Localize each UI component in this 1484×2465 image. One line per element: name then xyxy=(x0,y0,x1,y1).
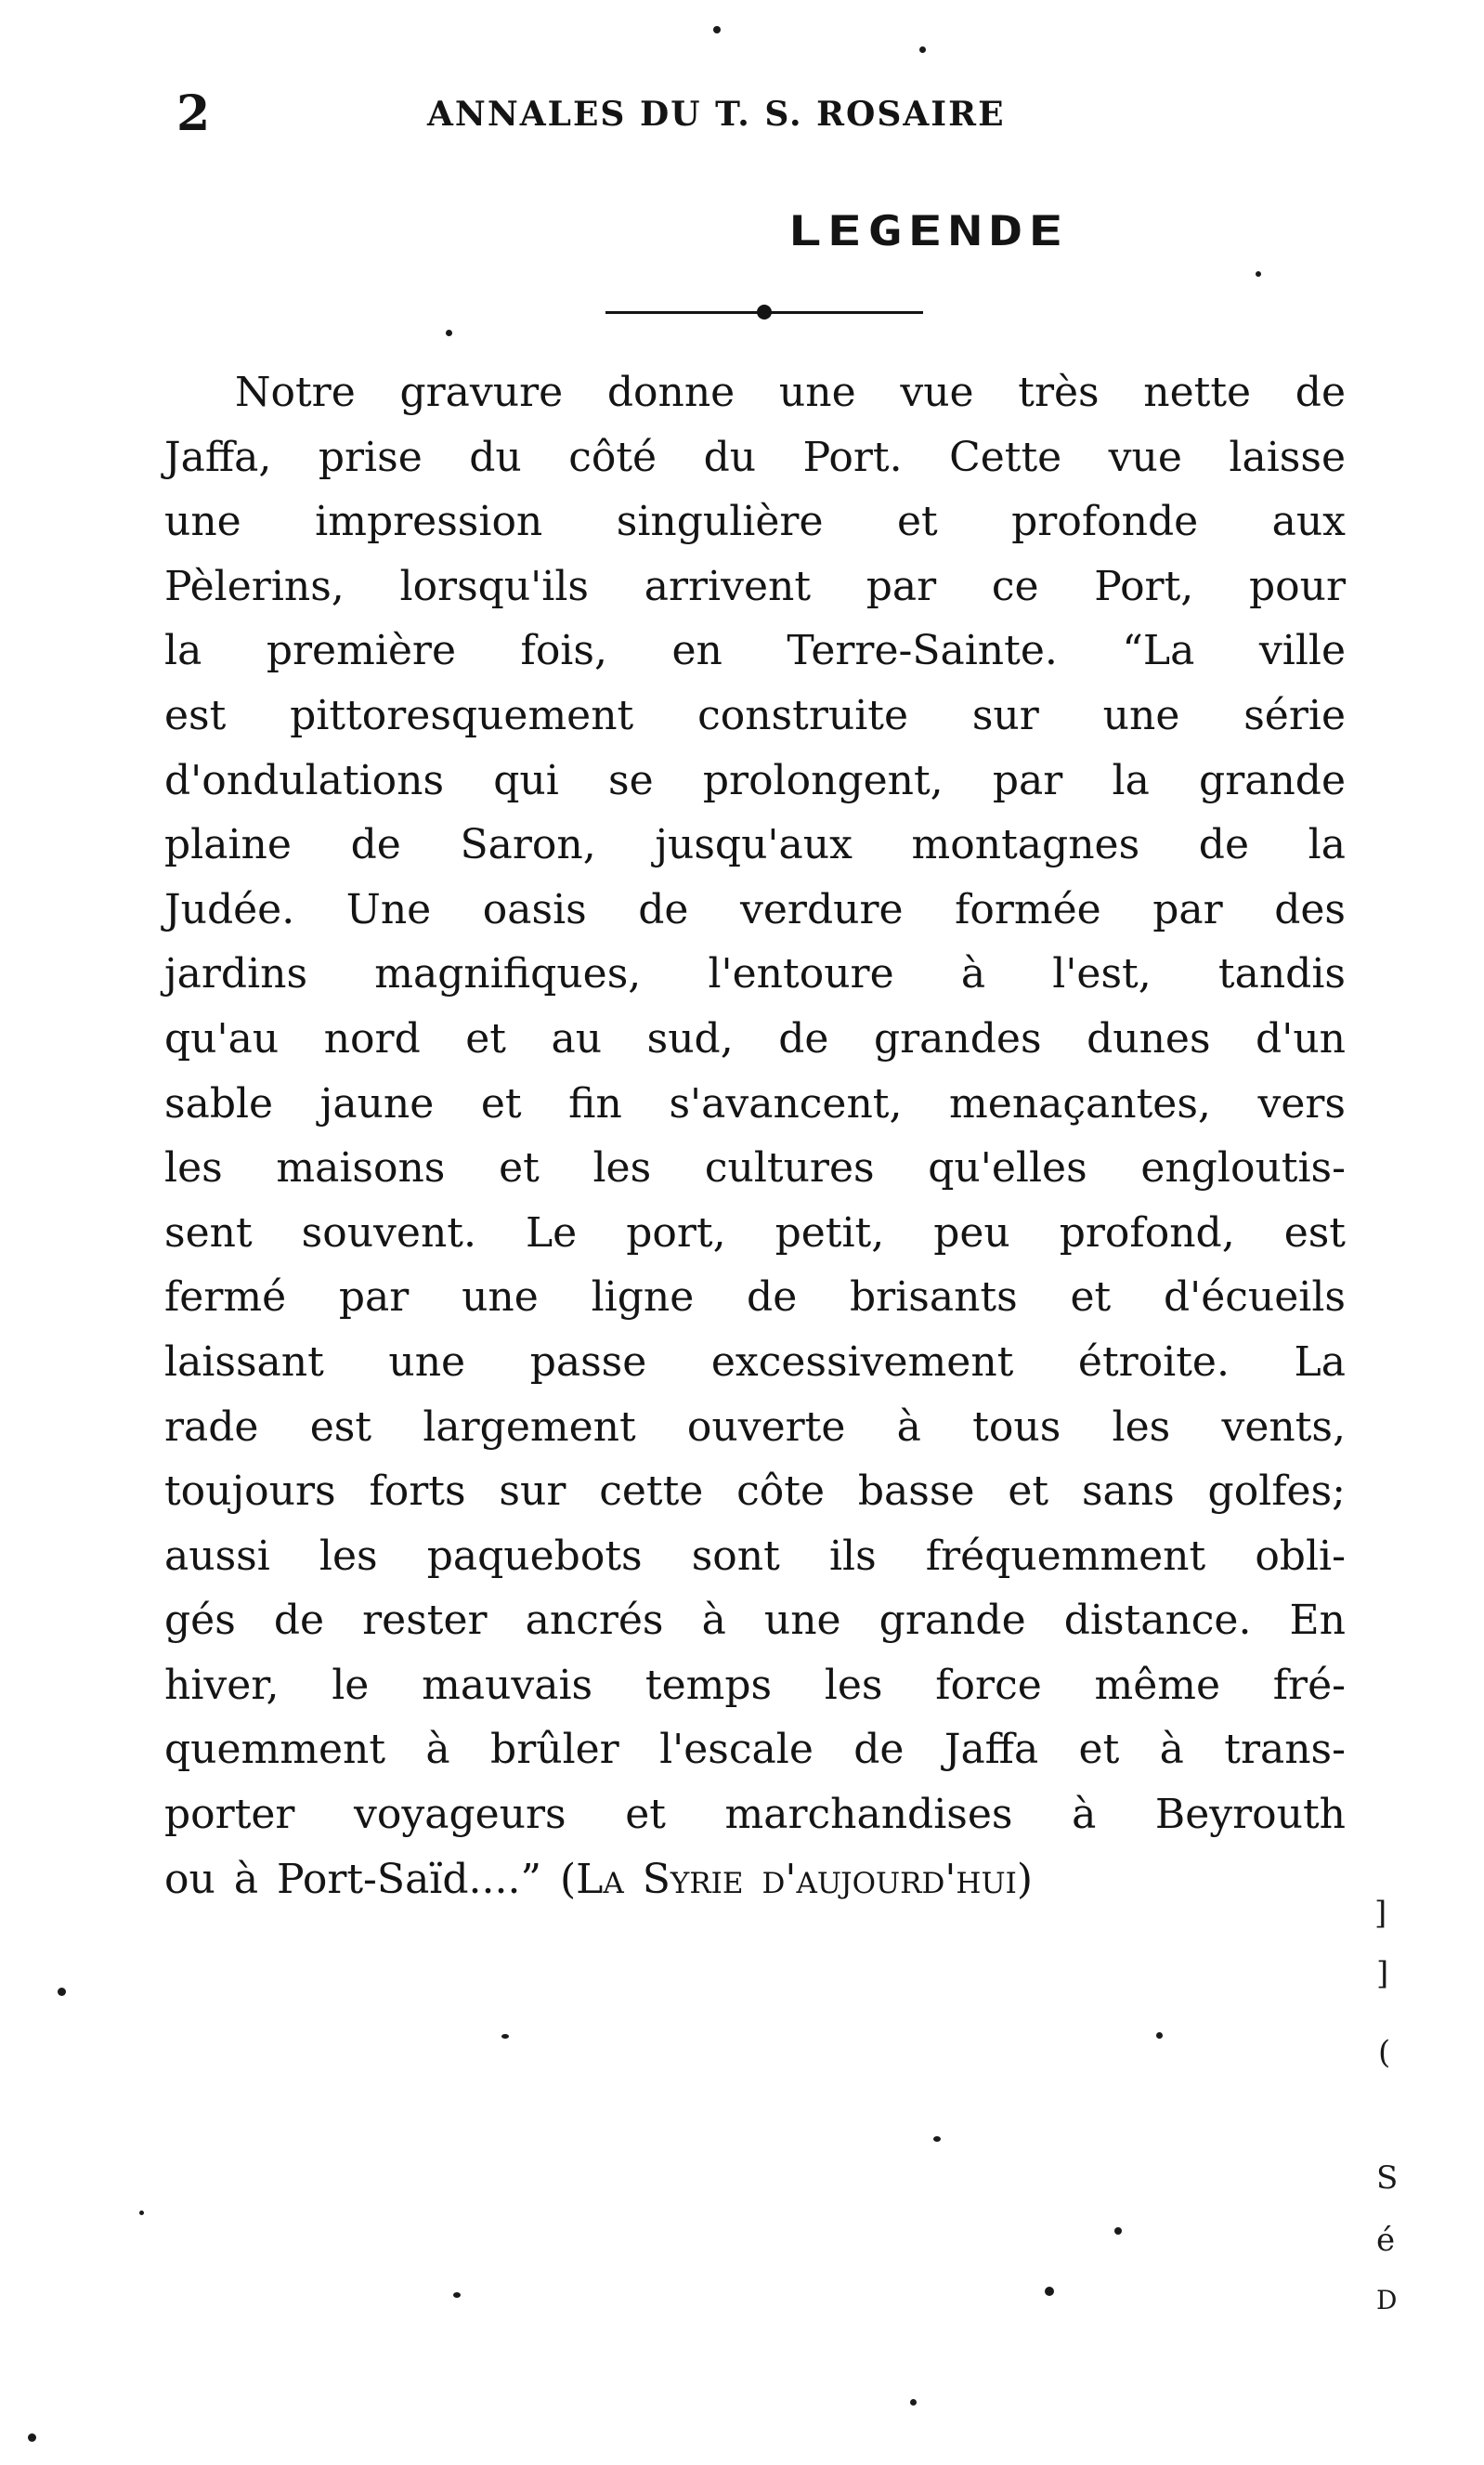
running-title: ANNALES DU T. S. ROSAIRE xyxy=(427,95,1006,134)
facing-page-fragment: D xyxy=(1376,2285,1398,2315)
scan-speck xyxy=(58,1988,66,1996)
closing-quote-text: ou à Port-Saïd....” ( xyxy=(164,1855,577,1903)
scan-speck xyxy=(139,2211,144,2215)
text-line: plaine de Saron, jusqu'aux montagnes de la xyxy=(164,821,1346,869)
text-line: gés de rester ancrés à une grande distance. En xyxy=(164,1597,1346,1645)
text-line: sent souvent. Le port, petit, peu profond, est xyxy=(164,1208,1346,1257)
text-line: quemment à brûler l'escale de Jaffa et à trans- xyxy=(164,1726,1346,1774)
scan-speck xyxy=(919,46,926,53)
text-line: porter voyageurs et marchandises à Beyrouth xyxy=(164,1791,1346,1839)
scan-speck xyxy=(713,26,721,33)
page-number: 2 xyxy=(176,85,211,142)
text-line: rade est largement ouverte à tous les vents, xyxy=(164,1402,1346,1451)
text-line: jardins magnifiques, l'entoure à l'est, tandis xyxy=(164,950,1346,998)
scan-speck xyxy=(453,2292,461,2298)
text-line-last xyxy=(164,1847,1346,1912)
text-line: fermé par une ligne de brisants et d'écueils xyxy=(164,1273,1346,1322)
text-line: les maisons et les cultures qu'elles engloutis- xyxy=(164,1144,1346,1193)
text-line: sable jaune et fin s'avancent, menaçantes, vers xyxy=(164,1079,1346,1128)
scan-speck xyxy=(1256,271,1261,277)
text-line: laissant une passe excessivement étroite. La xyxy=(164,1337,1346,1386)
section-heading: LEGENDE xyxy=(787,206,1069,255)
scan-speck xyxy=(1156,2032,1163,2039)
facing-page-fragment: S xyxy=(1376,2159,1399,2197)
scan-speck xyxy=(446,330,452,336)
scan-speck xyxy=(910,2399,917,2406)
closing-paren: ) xyxy=(1016,1855,1034,1903)
scan-speck xyxy=(28,2433,36,2442)
text-line: toujours forts sur cette côte basse et sans golfes; xyxy=(164,1467,1346,1516)
text-line: d'ondulations qui se prolongent, par la grande xyxy=(164,756,1346,804)
text-line: Jaffa, prise du côté du Port. Cette vue laisse xyxy=(164,433,1346,481)
section-heading-container xyxy=(0,197,1484,265)
text-line: qu'au nord et au sud, de grandes dunes d'un xyxy=(164,1014,1346,1063)
text-line: aussi les paquebots sont ils fréquemment obli- xyxy=(164,1532,1346,1580)
scan-speck xyxy=(1114,2227,1122,2235)
facing-page-fragment: ( xyxy=(1378,2034,1391,2071)
text-line: Notre gravure donne une vue très nette de xyxy=(235,369,1346,416)
text-line: hiver, le mauvais temps les force même fré- xyxy=(164,1661,1346,1709)
scan-speck xyxy=(501,2034,509,2039)
scan-speck xyxy=(933,2136,941,2142)
facing-page-fragment: ] xyxy=(1376,1955,1389,1992)
text-line: une impression singulière et profonde aux xyxy=(164,498,1346,546)
heading-rule-ornament xyxy=(757,305,772,320)
scan-speck xyxy=(1045,2287,1054,2296)
text-line: Pèlerins, lorsqu'ils arrivent par ce Port, pour xyxy=(164,562,1346,610)
facing-page-fragment: é xyxy=(1376,2222,1396,2259)
text-line: Judée. Une oasis de verdure formée par des xyxy=(164,885,1346,933)
source-citation: La Syrie d'aujourd'hui xyxy=(576,1855,1017,1903)
running-head xyxy=(176,85,1105,141)
text-line: la première fois, en Terre-Sainte. “La ville xyxy=(164,627,1346,675)
text-line: est pittoresquement construite sur une série xyxy=(164,691,1346,739)
body-paragraph xyxy=(164,360,1346,1911)
facing-page-fragment: ] xyxy=(1374,1895,1387,1932)
